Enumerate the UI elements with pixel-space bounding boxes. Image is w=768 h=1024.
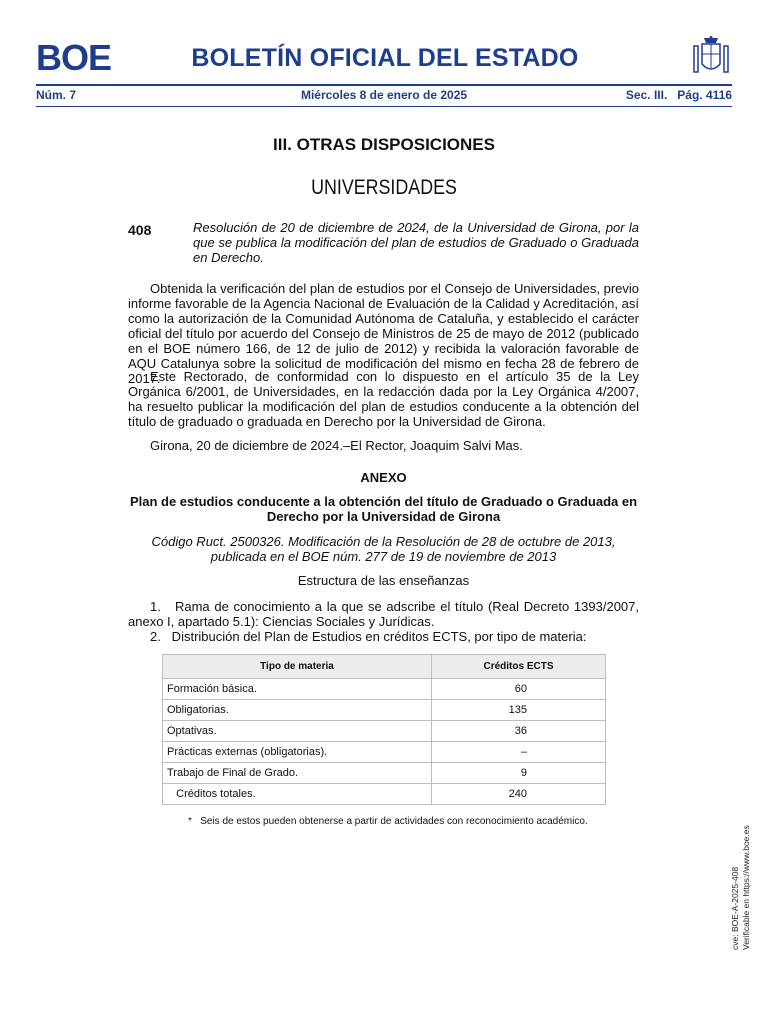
credits-table [162,654,606,805]
gazette-title: BOLETÍN OFICIAL DEL ESTADO [191,44,579,72]
resolution-title: Resolución de 20 de diciembre de 2024, de la Universidad de Girona, por la que se publica la modificación del plan de estudios de Graduado o Graduada en Derecho. [193,220,639,265]
table-row [163,742,606,763]
cell-type: Formación básica. [163,679,432,700]
footnote: * Seis de estos pueden obtenerse a partir de actividades con reconocimiento académico. [188,816,588,827]
issue-number: Núm. 7 [36,88,77,102]
cell-type: Prácticas externas (obligatorias). [163,742,432,763]
list-item: 2. Distribución del Plan de Estudios en créditos ECTS, por tipo de materia: [150,629,587,644]
table-row [163,700,606,721]
annex-heading: ANEXO [360,470,407,485]
paragraph-2: Este Rectorado, de conformidad con lo dispuesto en el artículo 35 de la Ley Orgánica 6/2001, de Universidades, en la redacción dada por la Ley Orgánica 4/2007, ha resuelto publicar la modificación del plan de estudios conducente a la obtención del título de graduado o graduada en Derecho por la Universidad de Girona. [128,369,639,429]
column-header: Tipo de materia [163,655,432,679]
coat-of-arms-icon [690,36,732,80]
column-header: Créditos ECTS [432,655,606,679]
subsection-title: UNIVERSIDADES [311,176,457,199]
list-item: 1. Rama de conocimiento a la que se adscribe el título (Real Decreto 1393/2007, anexo I, apartado 5.1): Ciencias Sociales y Jurídicas. [128,599,643,629]
cell-credits: 135 [432,700,606,721]
verification-note [730,825,752,950]
cell-type: Optativas. [163,721,432,742]
table-row [163,679,606,700]
structure-heading: Estructura de las enseñanzas [297,573,470,588]
boe-logo [36,40,116,74]
section-page: Sec. III. Pág. 4116 [625,88,732,102]
cve-code: cve: BOE-A-2025-408 [730,866,740,950]
verify-link[interactable]: Verificable en https://www.boe.es [741,825,751,950]
section-title: III. OTRAS DISPOSICIONES [273,135,495,154]
code-line: Código Ruct. 2500326. Modificación de la Resolución de 28 de octubre de 2013, publicada en el BOE núm. 277 de 19 de noviembre de 2013 [151,534,616,564]
signature-line: Girona, 20 de diciembre de 2024.–El Rector, Joaquim Salvi Mas. [150,438,523,453]
cell-credits: 9 [432,763,606,784]
cell-type: Créditos totales. [163,784,432,805]
cell-type: Obligatorias. [163,700,432,721]
cell-type: Trabajo de Final de Grado. [163,763,432,784]
cell-credits: – [432,742,606,763]
issue-date: Miércoles 8 de enero de 2025 [300,88,468,102]
resolution-number: 408 [128,222,152,238]
annex-list [128,599,643,644]
paragraph-1: Obtenida la verificación del plan de estudios por el Consejo de Universidades, previo informe favorable de la Agencia Nacional de Evaluación de la Calidad y Acreditación, así como la autorización de la Comunidad Autónoma de Cataluña, y establecido el carácter oficial del título por acuerdo del Consejo de Ministros de 25 de mayo de 2012 (publicado en el BOE número 166, de 12 de julio de 2012) y recibida la valoración favorable de AQU Catalunya sobre la solicitud de modificación del mismo en fecha 28 de febrero de 2017. [128,281,639,386]
cell-credits: 240 [432,784,606,805]
table-row [163,763,606,784]
svg-text:BOE: BOE [36,40,112,74]
table-row [163,721,606,742]
header-subrule [36,106,732,107]
table-row [163,784,606,805]
cell-credits: 36 [432,721,606,742]
plan-title: Plan de estudios conducente a la obtención del título de Graduado o Graduada en Derecho por la Universidad de Girona [129,494,638,524]
header-rule [36,84,732,86]
cell-credits: 60 [432,679,606,700]
